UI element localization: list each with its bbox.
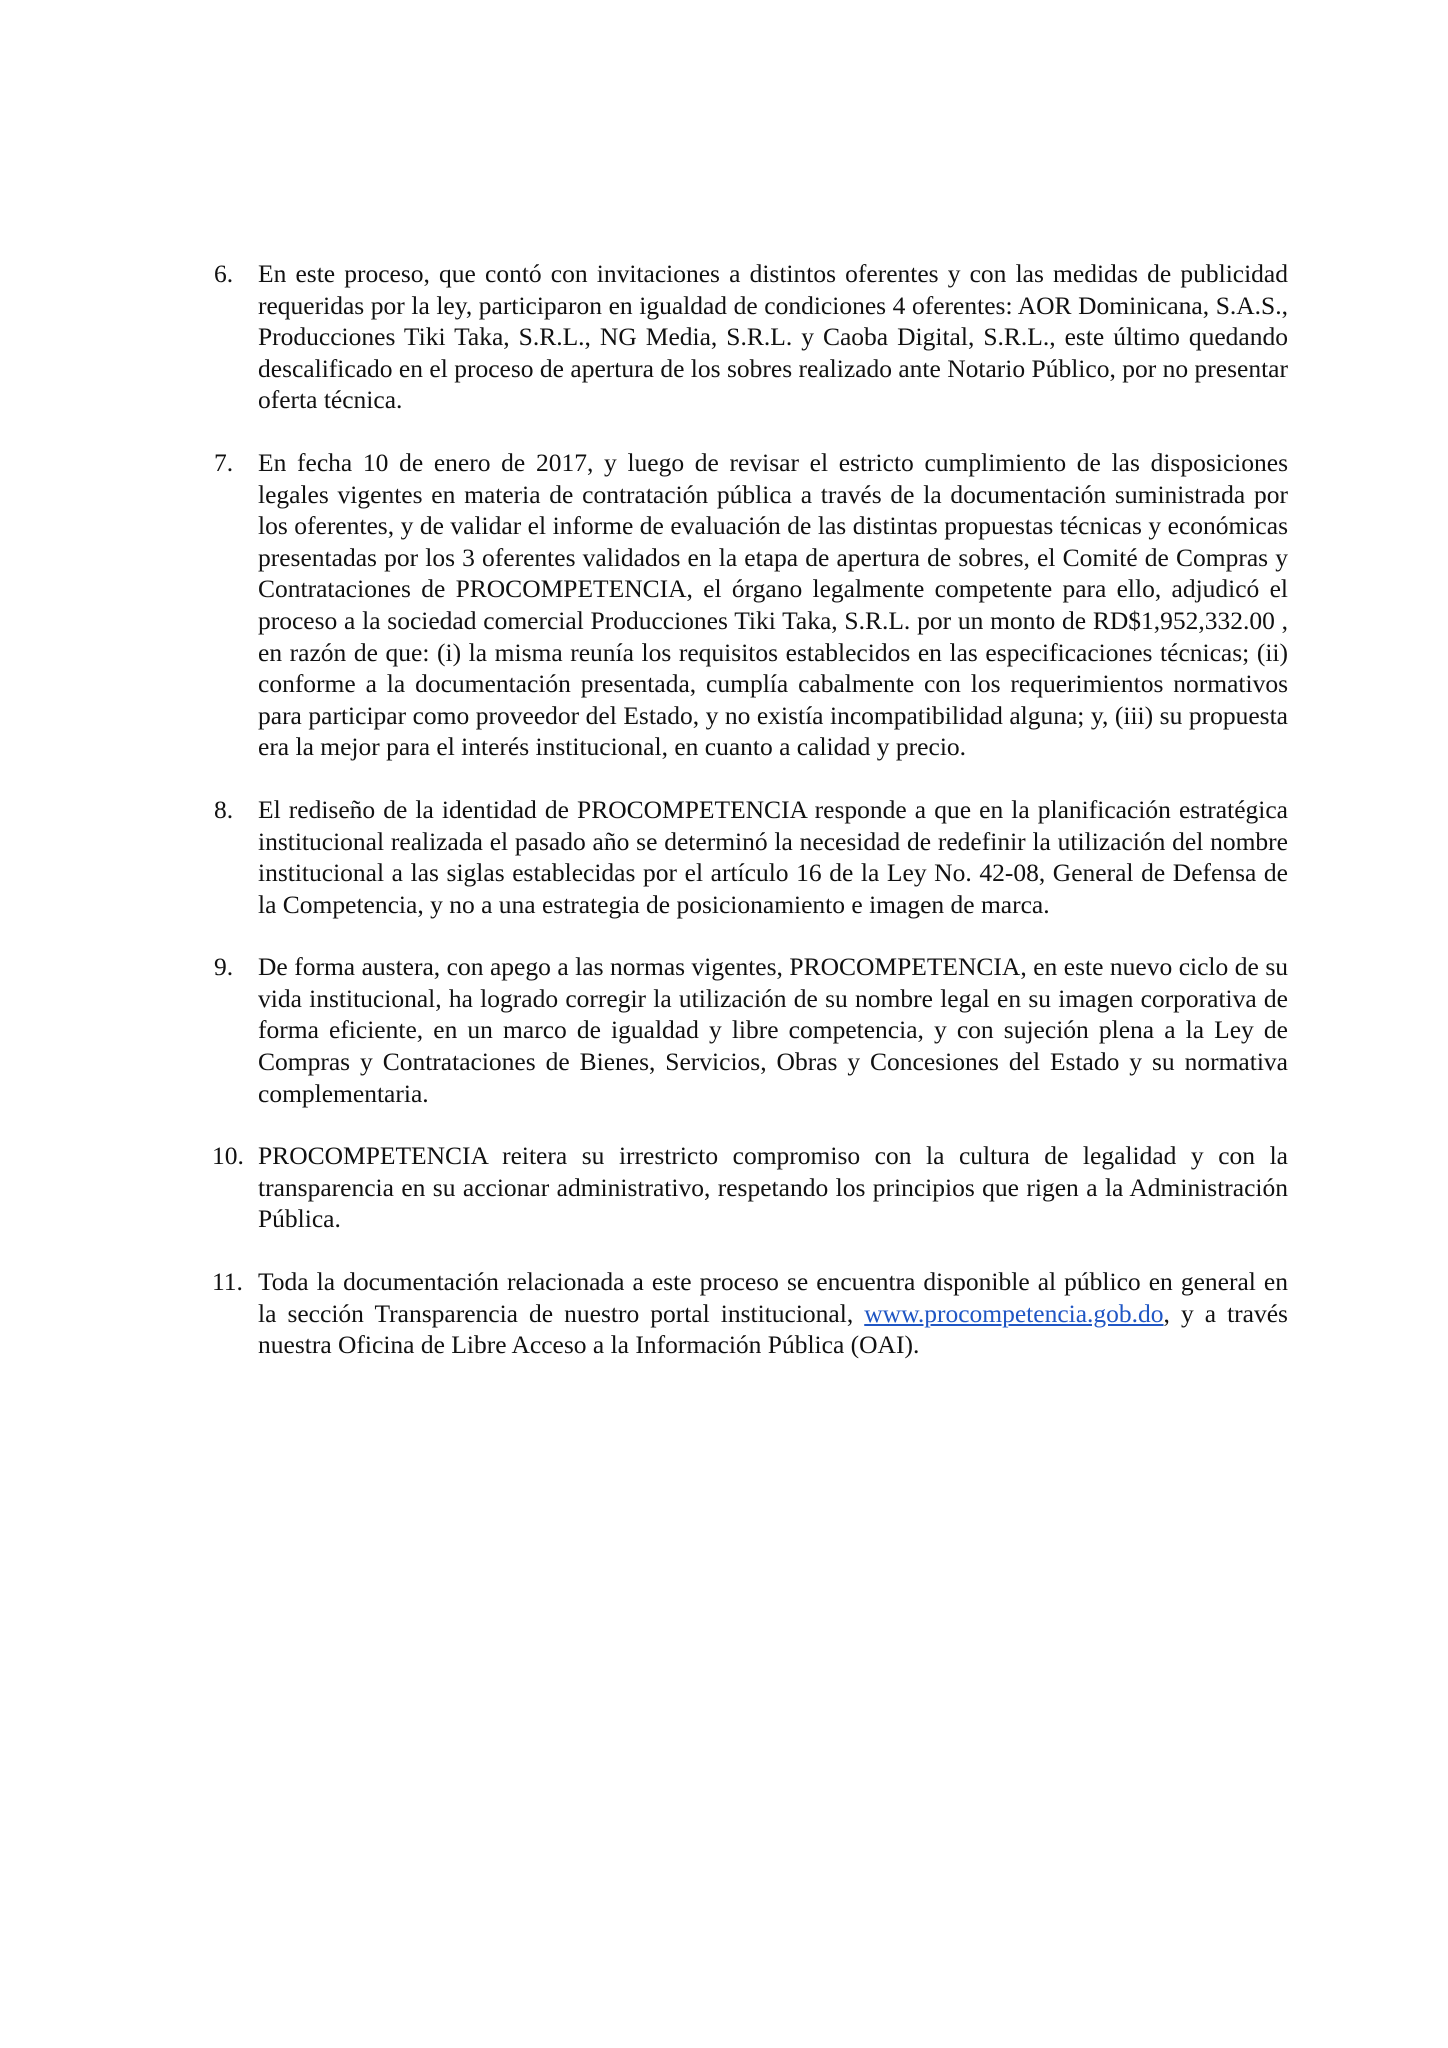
item-text-after-link: , y a través nuestra Oficina de Libre Acceso a la Información Pública (OAI). (258, 1298, 1288, 1360)
list-item (214, 1140, 1288, 1235)
item-text: De forma austera, con apego a las normas vigentes, PROCOMPETENCIA, en este nuevo ciclo de su vida institucional, ha logrado corregir la utilización de su nombre legal en su imagen corporativa de forma eficiente, en un marco de igualdad y libre competencia, y con sujeción plena a la Ley de Compras y Contrataciones de Bienes, Servicios, Obras y Concesiones del Estado y su normativa complementaria. (258, 952, 1288, 1108)
item-text: PROCOMPETENCIA reitera su irrestricto compromiso con la cultura de legalidad y con la transparencia en su accionar administrativo, respetando los principios que rigen a la Administración Pública. (258, 1141, 1288, 1234)
item-text (258, 1266, 1288, 1361)
item-text: En fecha 10 de enero de 2017, y luego de revisar el estricto cumplimiento de las disposiciones legales vigentes en materia de contratación pública a través de la documentación suministrada por los oferentes, y de validar el informe de evaluación de las distintas propuestas técnicas y económicas presentadas por los 3 oferentes validados en la etapa de apertura de sobres, el Comité de Compras y Contrataciones de PROCOMPETENCIA, el órgano legalmente competente para ello, adjudicó el proceso a la sociedad comercial Producciones Tiki Taka, S.R.L. por un monto de RD$1,952,332.00 , en razón de que: (i) la misma reunía los requisitos establecidos en las especificaciones técnicas; (ii) conforme a la documentación presentada, cumplía cabalmente con los requerimientos normativos para participar como proveedor del Estado, y no existía incompatibilidad alguna; y, (iii) su propuesta era la mejor para el interés institucional, en cuanto a calidad y precio. (258, 447, 1288, 762)
item-number: 7. (214, 447, 234, 477)
item-number: 6. (214, 259, 234, 288)
numbered-list (214, 258, 1288, 1392)
list-item (214, 1266, 1288, 1361)
list-item (214, 258, 1288, 416)
item-text: El rediseño de la identidad de PROCOMPETENCIA responde a que en la planificación estratégica institucional realizada el pasado año se determinó la necesidad de redefinir la utilización del nombre institucional a las siglas establecidas por el artículo 16 de la Ley No. 42-08, General de Defensa de la Competencia, y no a una estrategia de posicionamiento e imagen de marca. (258, 794, 1288, 919)
item-number: 8. (214, 794, 234, 824)
portal-link[interactable]: www.procompetencia.gob.do (864, 1298, 1164, 1328)
item-number: 11. (212, 1267, 243, 1297)
item-text-before-link: Toda la documentación relacionada a este proceso se encuentra disponible al público en general en la sección Transparencia de nuestro portal institucional, (258, 1267, 1288, 1328)
list-item (214, 951, 1288, 1109)
list-item (214, 794, 1288, 920)
item-number: 10. (212, 1141, 244, 1171)
item-number: 9. (214, 952, 234, 982)
list-item (214, 447, 1288, 763)
item-text: En este proceso, que contó con invitaciones a distintos oferentes y con las medidas de publicidad requeridas por la ley, participaron en igualdad de condiciones 4 oferentes: AOR Dominicana, S.A.S., Producciones Tiki Taka, S.R.L., NG Media, S.R.L. y Caoba Digital, S.R.L., este último quedando descalificado en el proceso de apertura de los sobres realizado ante Notario Público, por no presentar oferta técnica. (258, 259, 1288, 415)
